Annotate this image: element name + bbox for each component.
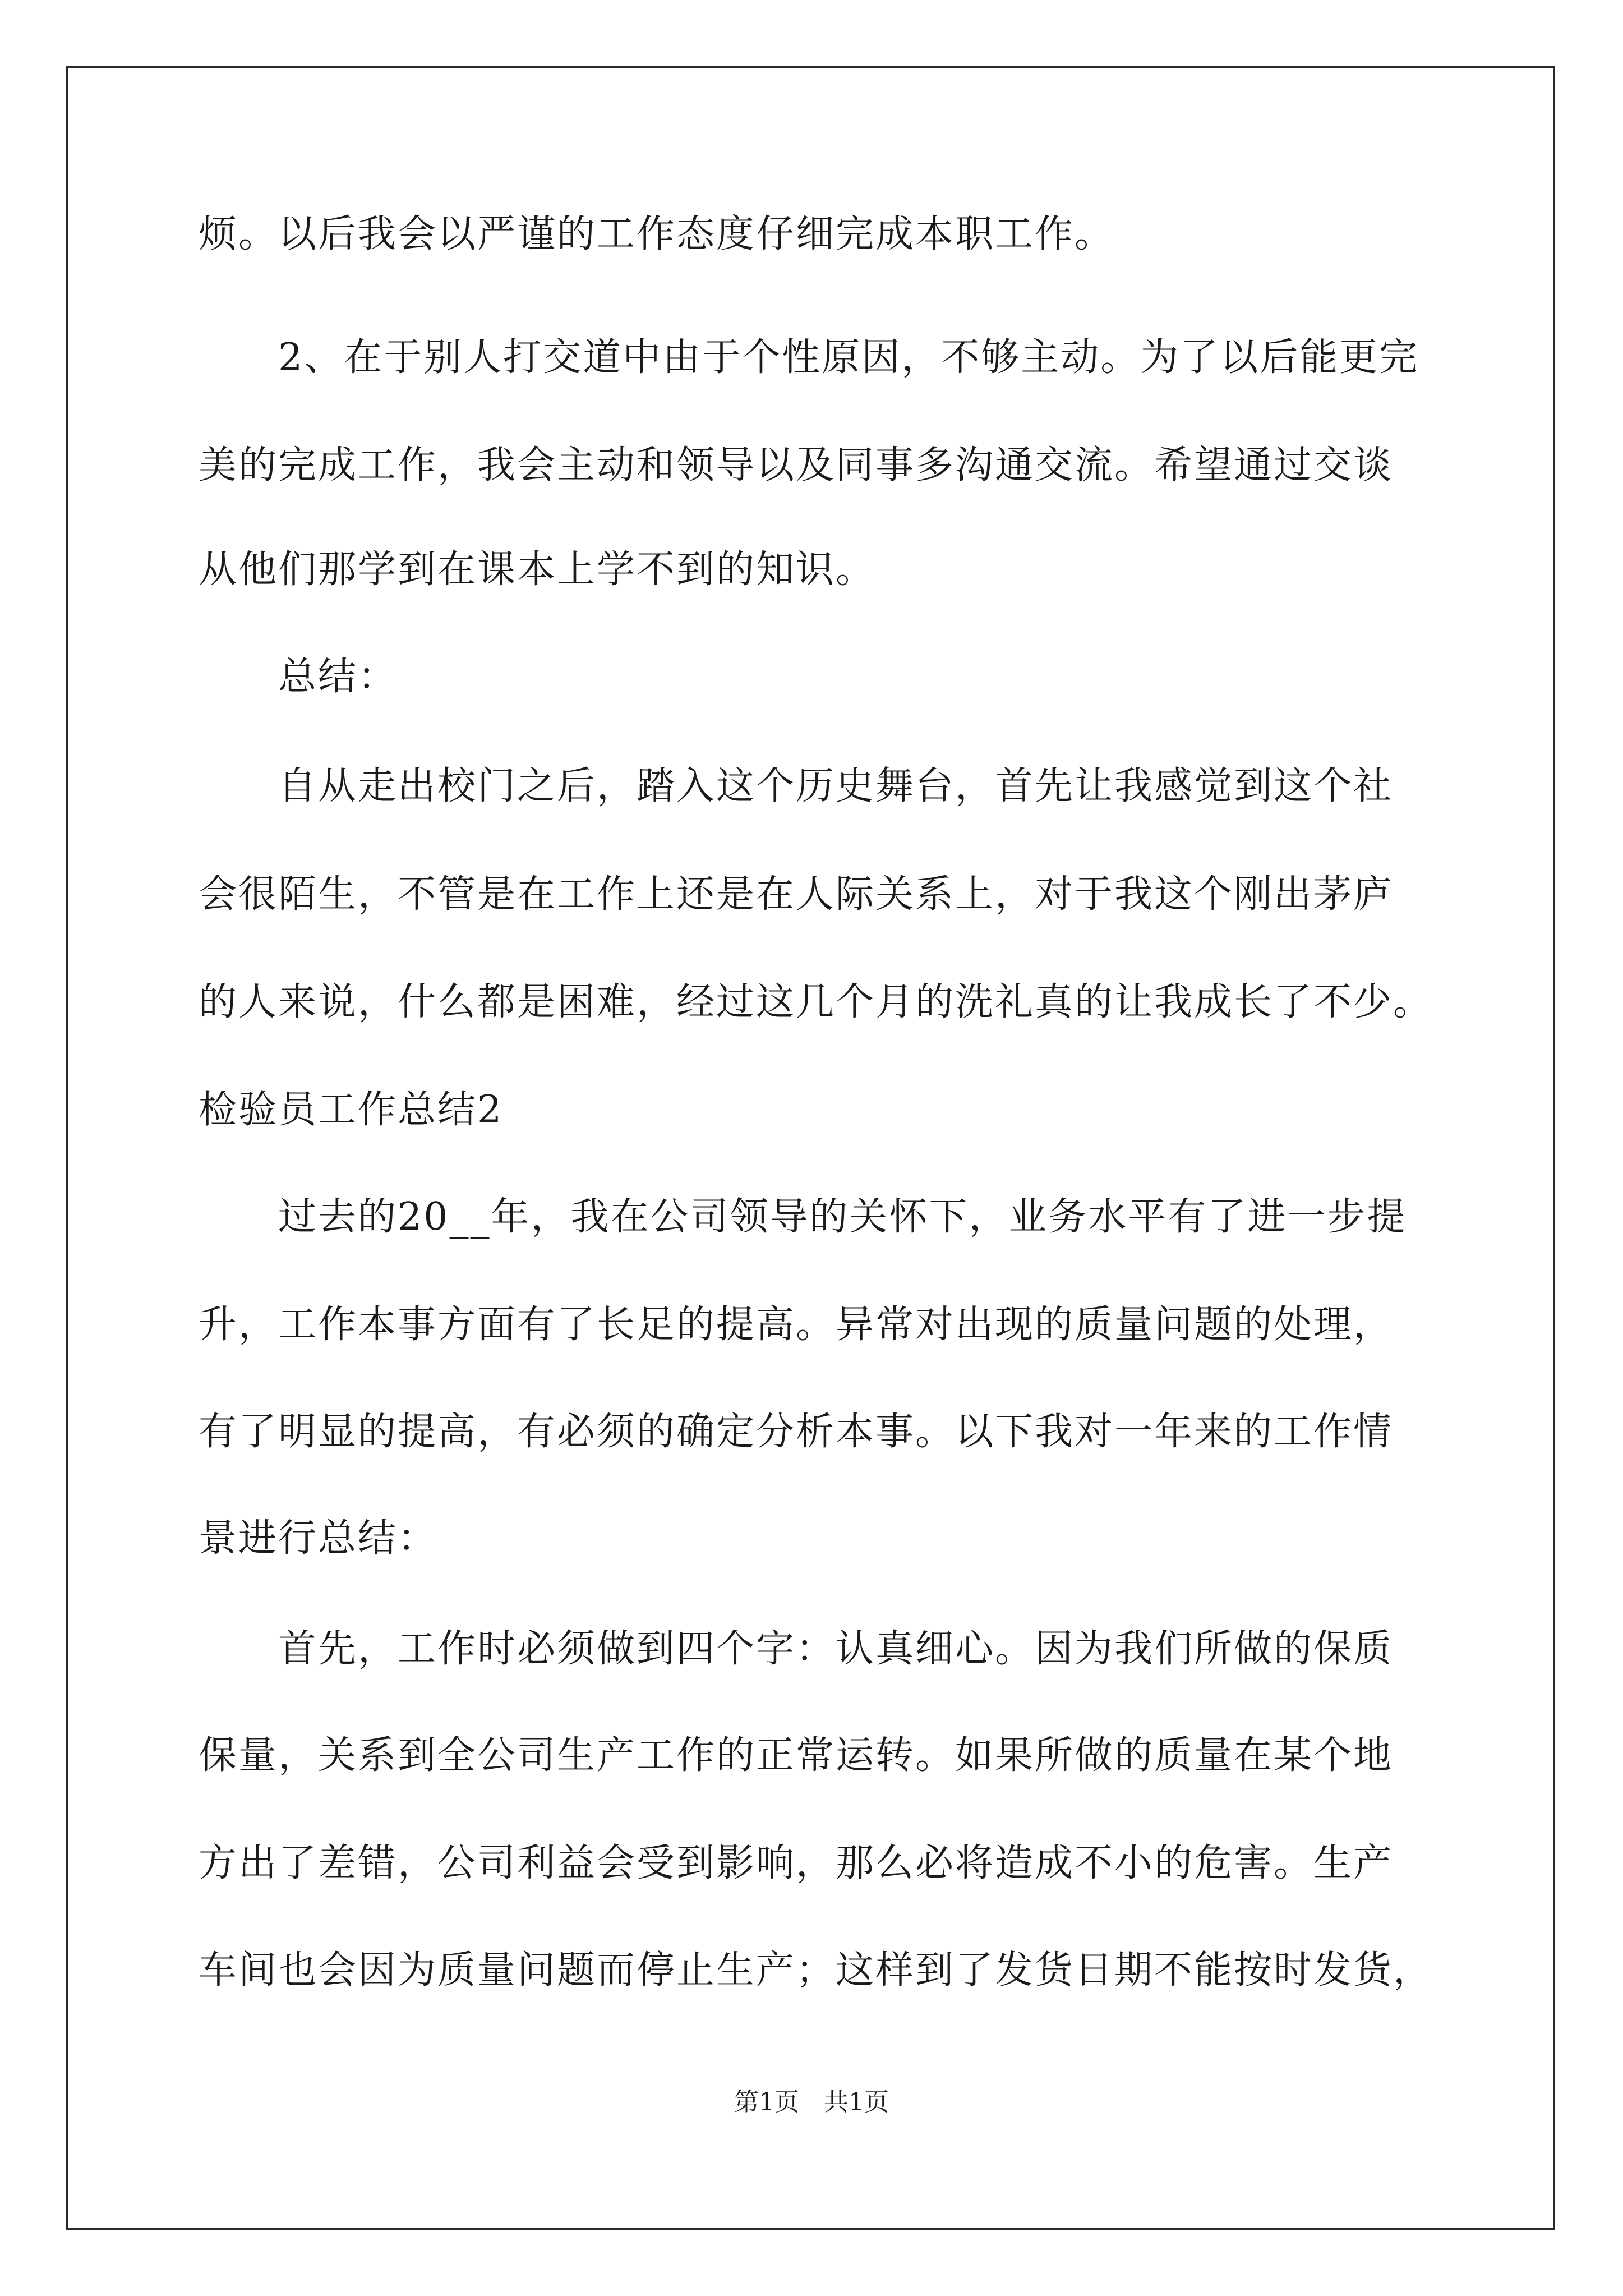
- text-line: 2、在于别人打交道中由于个性原因，不够主动。为了以后能更完: [199, 335, 1419, 380]
- text-line: 自从走出校门之后，踏入这个历史舞台，首先让我感觉到这个社: [199, 764, 1394, 808]
- text-line: 保量，关系到全公司生产工作的正常运转。如果所做的质量在某个地: [199, 1733, 1394, 1778]
- text-line: 过去的20__年，我在公司领导的关怀下，业务水平有了进一步提: [199, 1195, 1407, 1239]
- page-footer: 第1页 共1页: [734, 2088, 889, 2116]
- text-line: 会很陌生，不管是在工作上还是在人际关系上，对于我这个刚出茅庐: [199, 872, 1394, 917]
- text-line: 美的完成工作，我会主动和领导以及同事多沟通交流。希望通过交谈: [199, 443, 1394, 487]
- text-line: 方出了差错，公司利益会受到影响，那么必将造成不小的危害。生产: [199, 1841, 1394, 1885]
- text-line: 有了明显的提高，有必须的确定分析本事。以下我对一年来的工作情: [199, 1410, 1394, 1454]
- text-line: 的人来说，什么都是困难，经过这几个月的洗礼真的让我成长了不少。: [199, 980, 1433, 1024]
- text-line: 总结：: [199, 655, 398, 699]
- text-line: 升，工作本事方面有了长足的提高。异常对出现的质量问题的处理，: [199, 1303, 1394, 1347]
- section-heading: 检验员工作总结2: [199, 1088, 504, 1132]
- text-line: 景进行总结：: [199, 1516, 438, 1561]
- text-line: 从他们那学到在课本上学不到的知识。: [199, 547, 876, 592]
- page-border: [66, 66, 1555, 2230]
- text-line: 车间也会因为质量问题而停止生产；这样到了发货日期不能按时发货，: [199, 1948, 1433, 1993]
- text-line: 首先，工作时必须做到四个字：认真细心。因为我们所做的保质: [199, 1627, 1394, 1671]
- text-line: 烦。以后我会以严谨的工作态度仔细完成本职工作。: [199, 212, 1115, 256]
